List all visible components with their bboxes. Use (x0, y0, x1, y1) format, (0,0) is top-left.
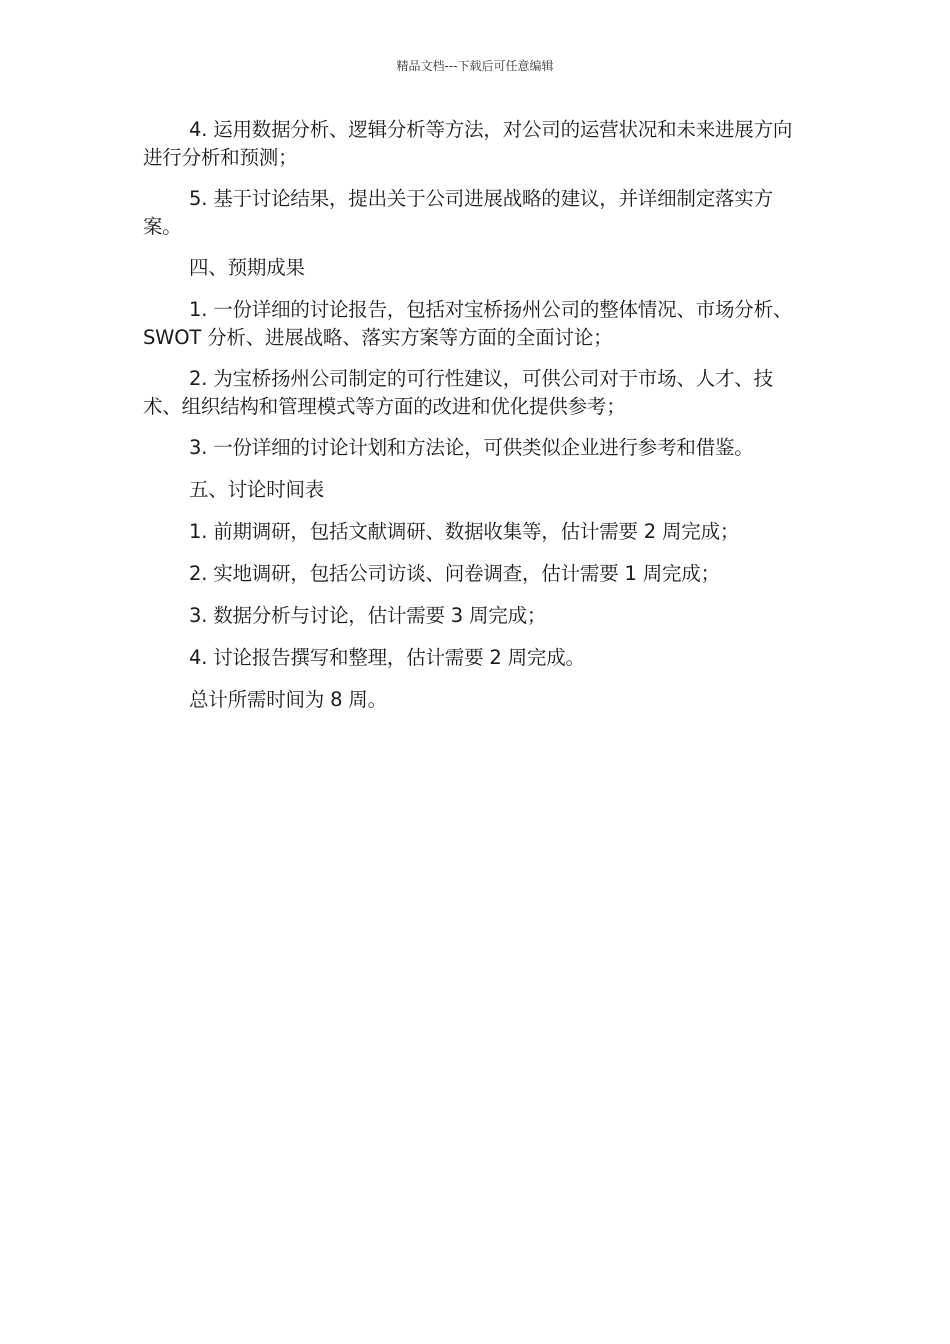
paragraph-timeline-3: 3. 数据分析与讨论，估计需要 3 周完成； (189, 604, 547, 627)
paragraph-timeline-2: 2. 实地调研，包括公司访谈、问卷调查，估计需要 1 周完成； (189, 562, 720, 585)
paragraph-result-1: 1. 一份详细的讨论报告，包括对宝桥扬州公司的整体情况、市场分析、SWOT 分析、进展战略、落实方案等方面的全面讨论； (143, 298, 793, 349)
section-heading-expected-results: 四、预期成果 (189, 256, 305, 279)
paragraph-timeline-4: 4. 讨论报告撰写和整理，估计需要 2 周完成。 (189, 646, 585, 669)
page-header: 精品文档---下载后可任意编辑 (396, 59, 554, 73)
paragraph-method-5: 5. 基于讨论结果，提出关于公司进展战略的建议，并详细制定落实方案。 (143, 187, 773, 238)
section-heading-timeline: 五、讨论时间表 (189, 478, 325, 501)
paragraph-method-4: 4. 运用数据分析、逻辑分析等方法，对公司的运营状况和未来进展方向进行分析和预测； (143, 118, 793, 169)
paragraph-result-3: 3. 一份详细的讨论计划和方法论，可供类似企业进行参考和借鉴。 (189, 436, 754, 459)
paragraph-result-2: 2. 为宝桥扬州公司制定的可行性建议，可供公司对于市场、人才、技术、组织结构和管理模式等方面的改进和优化提供参考； (143, 367, 773, 418)
paragraph-timeline-1: 1. 前期调研，包括文献调研、数据收集等，估计需要 2 周完成； (189, 520, 740, 543)
document-body (143, 116, 803, 728)
paragraph-total-time: 总计所需时间为 8 周。 (189, 688, 387, 711)
